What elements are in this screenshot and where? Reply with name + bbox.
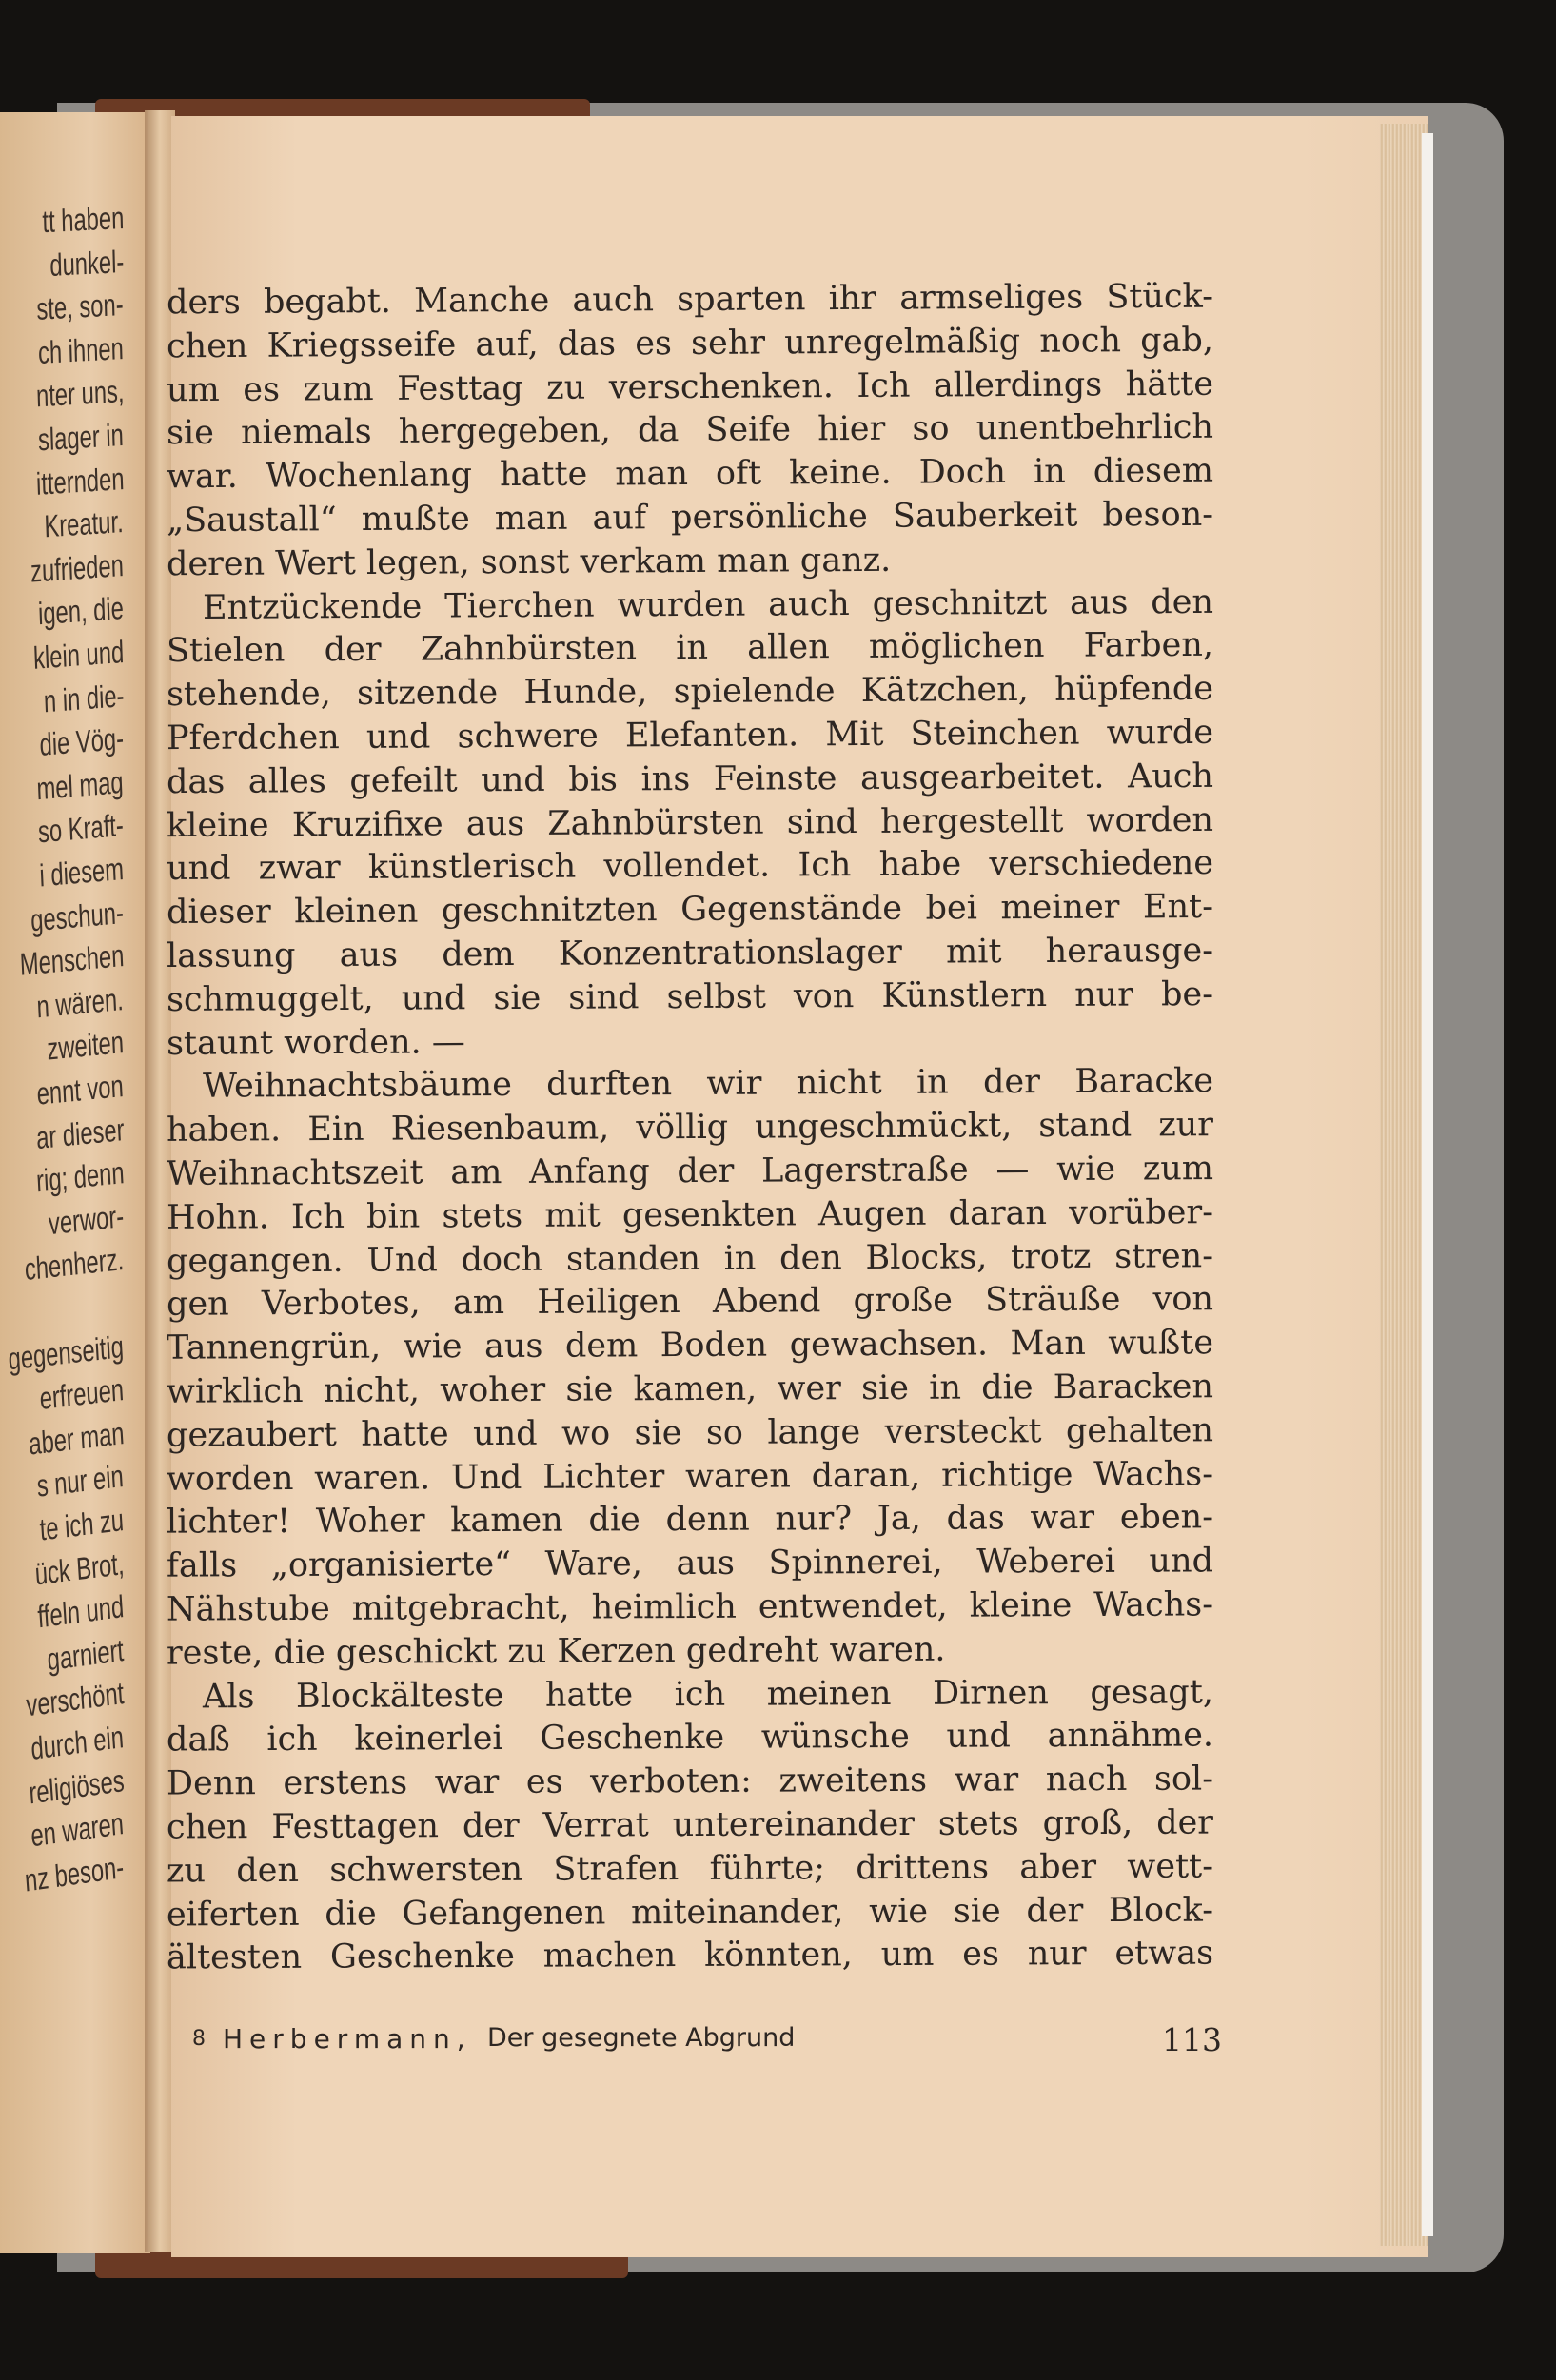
footer-author: Herbermann,	[223, 2023, 472, 2055]
text-line: deren Wert legen, sonst verkam man ganz.	[166, 541, 892, 584]
left-page-line: ch ihnen	[37, 329, 125, 370]
left-page-line: ste, son-	[36, 286, 125, 327]
text-line: eiferten die Gefangenen miteinander, wie sie der Block-	[166, 1891, 1214, 1935]
text-line: Pferdchen und schwere Elefanten. Mit Steinchen wurde	[166, 713, 1214, 758]
left-page-line: ück Brot,	[33, 1544, 126, 1592]
text-line: „Saustall“ mußte man auf persönliche Sauberkeit beson-	[166, 495, 1214, 541]
text-line: chen Kriegsseife auf, das es sehr unregelmäßig noch gab,	[166, 321, 1214, 366]
left-page-line: geschun-	[30, 894, 125, 938]
left-page-line: klein und	[32, 634, 125, 676]
text-line: gen Verbotes, am Heiligen Abend große Sträuße von	[166, 1280, 1214, 1325]
text-line: und zwar künstlerisch vollendet. Ich habe verschiedene	[166, 844, 1214, 889]
text-line: lassung aus dem Konzentrationslager mit herausge-	[166, 932, 1214, 975]
text-line: wirklich nicht, woher sie kamen, wer sie in die Baracken	[166, 1367, 1214, 1411]
left-page-line: itternden	[34, 460, 125, 502]
text-line: Tannengrün, wie aus dem Boden gewachsen. Man wußte	[166, 1324, 1214, 1367]
left-page-line: n in die-	[42, 677, 125, 718]
text-line: gezaubert hatte und wo sie so lange versteckt gehalten	[166, 1411, 1214, 1455]
left-page-line: die Vög-	[38, 720, 125, 763]
left-page-line: tt haben	[41, 200, 125, 240]
text-line: daß ich keinerlei Geschenke wünsche und annähme.	[166, 1716, 1214, 1760]
left-page-line: dunkel-	[49, 243, 125, 283]
text-line: um es zum Festtag zu verschenken. Ich allerdings hätte	[166, 364, 1214, 409]
signature-mark: 8	[192, 2027, 206, 2051]
text-line: haben. Ein Riesenbaum, völlig ungeschmückt, stand zur	[166, 1106, 1214, 1151]
text-line: Denn erstens war es verboten: zweitens war nach sol-	[166, 1760, 1214, 1803]
text-line: stehende, sitzende Hunde, spielende Kätzchen, hüpfende	[166, 670, 1214, 715]
text-line: gegangen. Und doch standen in den Blocks, trotz stren-	[166, 1236, 1214, 1281]
text-line: ältesten Geschenke machen könnten, um es nur etwas	[166, 1934, 1214, 1977]
text-line: Entzückende Tierchen wurden auch geschnitzt aus den	[202, 582, 1214, 627]
left-page-line: verwor-	[47, 1197, 125, 1241]
left-page-line: igen, die	[37, 590, 125, 632]
text-line: zu den schwersten Strafen führte; drittens aber wett-	[166, 1847, 1214, 1891]
left-page-line: slager in	[37, 417, 125, 458]
left-page-line: verschönt	[25, 1675, 126, 1723]
text-line: worden waren. Und Lichter waren daran, richtige Wachs-	[166, 1454, 1214, 1499]
left-page	[0, 112, 150, 2253]
text-line: staunt worden. —	[166, 1022, 465, 1063]
left-page-line: erfreuen	[38, 1371, 126, 1417]
left-page-line: Kreatur.	[44, 503, 125, 544]
text-line: kleine Kruzifixe aus Zahnbürsten sind hergestellt worden	[166, 800, 1214, 845]
text-line: sie niemals hergegeben, da Seife hier so unentbehrlich	[166, 408, 1214, 453]
left-page-line: ennt von	[36, 1068, 125, 1111]
left-page-line: nz beson-	[23, 1848, 126, 1898]
text-line: Als Blockälteste hatte ich meinen Dirnen gesagt,	[202, 1673, 1214, 1716]
left-page-line: rig; denn	[34, 1154, 125, 1199]
page-edges	[1380, 124, 1428, 2246]
page-number: 113	[1162, 2021, 1222, 2058]
left-page-line: nter uns,	[35, 373, 125, 414]
page-footer	[192, 2021, 1220, 2059]
text-line: falls „organisierte“ Ware, aus Spinnerei, Weberei und	[166, 1542, 1214, 1585]
text-line: chen Festtagen der Verrat untereinander stets groß, der	[166, 1803, 1214, 1847]
left-page-line: n wären.	[36, 980, 125, 1025]
left-page-line: chenherz.	[23, 1241, 125, 1288]
left-page-line: zufrieden	[30, 546, 125, 589]
left-page-line: zweiten	[46, 1024, 125, 1067]
left-page-line: te ich zu	[38, 1502, 126, 1547]
left-page-line: ffeln und	[36, 1588, 126, 1635]
left-page-line: s nur ein	[36, 1458, 126, 1505]
text-line: lichter! Woher kamen die denn nur? Ja, das war eben-	[166, 1498, 1214, 1543]
left-page-line: gegenseitig	[7, 1328, 126, 1377]
left-page-line: so Kraft-	[37, 807, 125, 850]
left-page-line: Menschen	[18, 937, 125, 982]
left-page-line: i diesem	[38, 851, 125, 894]
left-page-line: ar dieser	[34, 1111, 125, 1155]
text-line: Nähstube mitgebracht, heimlich entwendet, kleine Wachs-	[166, 1585, 1214, 1629]
footer-title: Der gesegnete Abgrund	[487, 2023, 796, 2053]
page-white-edge	[1422, 133, 1433, 2236]
left-page-line: religiöses	[27, 1761, 126, 1811]
text-line: Weihnachtsbäume durften wir nicht in der Baracke	[202, 1062, 1214, 1107]
text-line: Hohn. Ich bin stets mit gesenkten Augen daran vorüber-	[166, 1192, 1214, 1237]
text-line: ders begabt. Manche auch sparten ihr armseliges Stück-	[166, 277, 1214, 323]
text-line: dieser kleinen geschnitzten Gegenstände bei meiner Ent-	[166, 888, 1214, 933]
left-page-line: durch ein	[30, 1719, 126, 1766]
text-line: schmuggelt, und sie sind selbst von Künstlern nur be-	[166, 974, 1214, 1019]
text-line: Weihnachtszeit am Anfang der Lagerstraße — wie zum	[166, 1150, 1214, 1193]
text-line: das alles gefeilt und bis ins Feinste ausgearbeitet. Auch	[166, 757, 1214, 801]
left-page-line: mel mag	[36, 763, 125, 807]
text-line: war. Wochenlang hatte man oft keine. Doch in diesem	[166, 451, 1214, 497]
text-line: Stielen der Zahnbürsten in allen möglichen Farben,	[166, 626, 1214, 671]
left-page-line: garniert	[46, 1631, 126, 1678]
left-page-line: aber man	[27, 1414, 126, 1462]
text-line: reste, die geschickt zu Kerzen gedreht waren.	[166, 1630, 946, 1673]
left-page-line: en waren	[30, 1805, 126, 1854]
